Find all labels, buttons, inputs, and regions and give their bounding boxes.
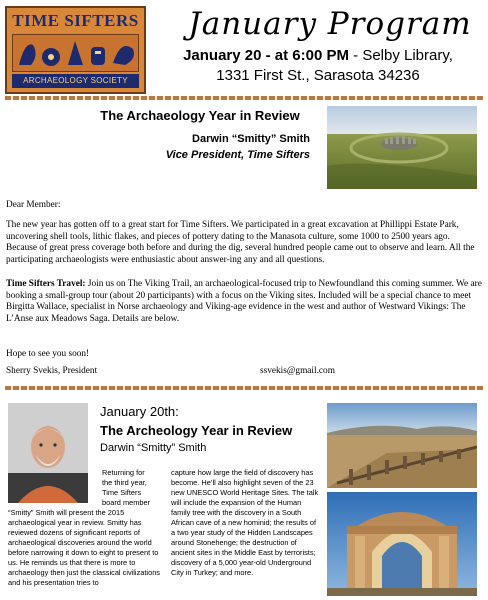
feature-bio-text: “Smitty” Smith will present the 2015 archaeological year in review. Smitty has reviewed dozens of significant reports of archaeological discoveries around the world before narrowing it down to eight to present to us. He reminds us that there is more to archaeology then just the classical civilizations and his presentation tries to <box>8 508 160 587</box>
aqueduct-photo <box>327 403 477 488</box>
page-headline: January Program <box>188 6 472 42</box>
letter-paragraph-travel <box>6 279 482 325</box>
talk-speaker-role: Vice President, Time Sifters <box>165 149 310 161</box>
letter-closing: Hope to see you soon! <box>6 349 90 359</box>
feature-title: The Archeology Year in Review <box>100 423 293 438</box>
divider-bottom <box>5 386 483 390</box>
talk-speaker: Darwin “Smitty” Smith <box>192 133 310 145</box>
letter-greeting: Dear Member: <box>6 200 61 210</box>
speaker-portrait <box>8 403 88 503</box>
event-datetime: January 20 - at 6:00 PM <box>183 47 349 64</box>
feature-speaker: Darwin “Smitty” Smith <box>100 442 207 454</box>
event-address: 1331 First St., Sarasota 34236 <box>216 67 420 84</box>
travel-lead: Time Sifters Travel: <box>6 279 86 289</box>
stonehenge-photo <box>327 106 477 189</box>
logo-subtitle: ARCHAEOLOGY SOCIETY <box>12 74 139 88</box>
logo-title: TIME SIFTERS <box>12 11 139 30</box>
feature-bio-intro: Returning for the third year, Time Sifters board member <box>102 468 151 507</box>
event-venue: - Selby Library, <box>348 47 453 64</box>
logo-artifacts-band <box>12 34 139 72</box>
feature-date: January 20th: <box>100 404 179 419</box>
divider-top <box>5 96 483 100</box>
talk-title: The Archaeology Year in Review <box>100 108 300 123</box>
ancient-gate-photo <box>327 492 477 596</box>
letter-signoff: Sherry Svekis, President <box>6 366 98 376</box>
letter-paragraph-dig: The new year has gotten off to a great start for Time Sifters. We participated in a great excavation at Phillippi Estate Park, uncovering shell tools, lithic flakes, and pieces of pottery dating to the Manasota culture, some 1000 to 2500 years ago. Because of great press coverage both before and during the dig, several hundred people came out to observe and learn. All the participating archaeologists were enthusiastic about answer-ing any and all questions. <box>6 220 475 265</box>
travel-text: Join us on The Viking Trail, an archaeological-focused trip to Newfoundland this coming summer. We are booking a small-group tour (about 20 participants) with a focus on the Viking sites. Included will be a special chance to meet Birgitta Wallace, specialist in Norse archaeology and Viking-age evidence in the west and author of Westward Vikings: The L’Anse aux Meadows Saga. Details are below. <box>6 279 482 324</box>
time-sifters-logo <box>5 6 146 94</box>
president-email: ssvekis@gmail.com <box>260 366 335 376</box>
feature-bio-continued: capture how large the field of discovery has become. He’ll also highlight seven of the 23 new UNESCO World Heritage Sites. The talk will include the expansion of the Human family tree with the discovery in a South African cave of a new hominid; the results of a two year study of the Hidden Landscapes around Stonehenge; the destruction of ancient sites in the Middle East by terrorists; discovery of a 5,000 year-old Underground City in Turkey; and more. <box>171 468 319 577</box>
artifacts-icon <box>13 35 142 71</box>
event-when-where <box>153 46 483 86</box>
